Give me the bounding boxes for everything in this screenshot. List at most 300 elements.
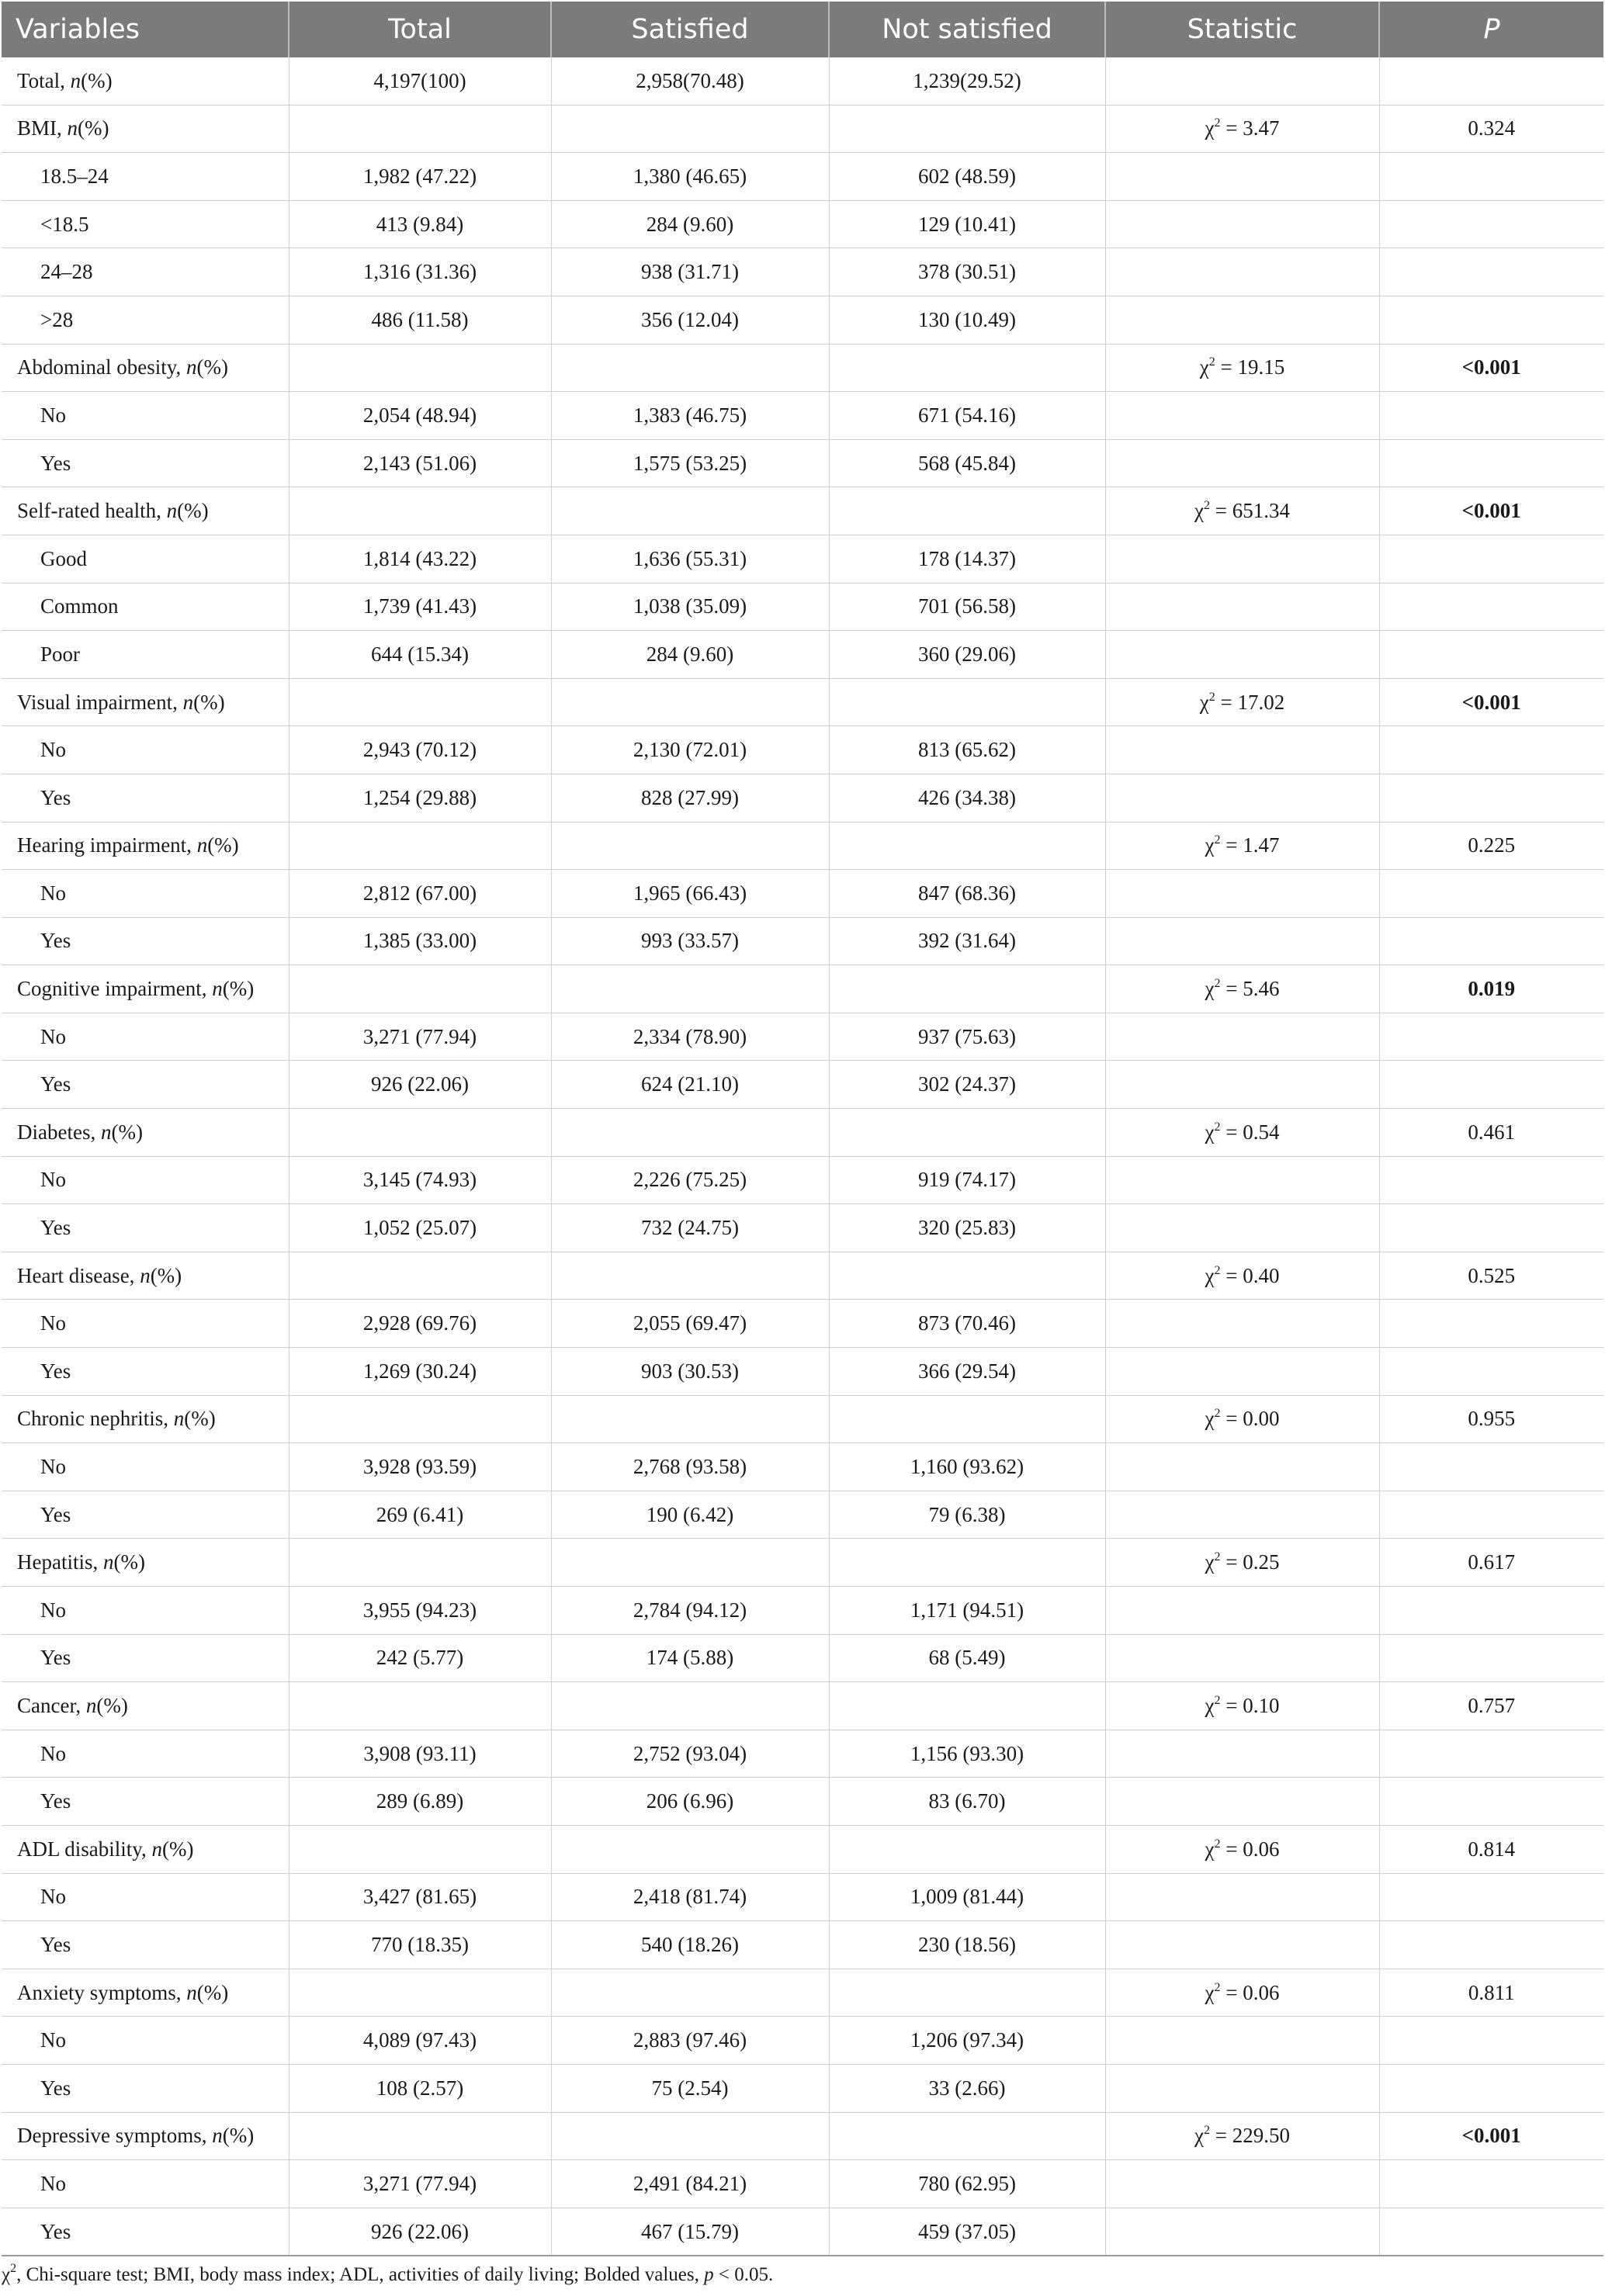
statistic-cell xyxy=(1105,1587,1379,1635)
n-symbol: n xyxy=(85,1693,97,1717)
n-symbol: n xyxy=(182,690,194,714)
subgroup-row xyxy=(2,200,1603,248)
p-value-cell: 0.019 xyxy=(1379,965,1603,1013)
variable-label: Yes xyxy=(40,2076,71,2100)
p-value-cell xyxy=(1379,631,1603,679)
header-p: P xyxy=(1379,2,1603,57)
variable-cell xyxy=(2,1778,289,1826)
not-satisfied-cell xyxy=(829,1252,1105,1300)
variable-cell xyxy=(2,1825,289,1873)
header-row xyxy=(2,2,1603,57)
category-row xyxy=(2,105,1603,153)
variable-cell xyxy=(2,2208,289,2256)
p-value-cell: 0.955 xyxy=(1379,1395,1603,1443)
not-satisfied-cell: 392 (31.64) xyxy=(829,917,1105,965)
statistic-cell: $\chi^2 = 0.25$ xyxy=(1105,1539,1379,1587)
statistic-cell xyxy=(1105,1634,1379,1682)
variable-cell xyxy=(2,1300,289,1348)
statistic-cell xyxy=(1105,439,1379,487)
not-satisfied-cell: 230 (18.56) xyxy=(829,1921,1105,1969)
total-cell xyxy=(289,1539,551,1587)
total-cell: 4,089 (97.43) xyxy=(289,2017,551,2065)
variable-cell xyxy=(2,631,289,679)
n-symbol: n xyxy=(196,833,208,857)
satisfied-cell: 1,636 (55.31) xyxy=(551,535,829,583)
total-cell: 2,812 (67.00) xyxy=(289,870,551,918)
statistic-cell: $\chi^2 = 3.47$ xyxy=(1105,105,1379,153)
total-cell: 3,955 (94.23) xyxy=(289,1587,551,1635)
total-cell xyxy=(289,1682,551,1730)
total-cell: 1,814 (43.22) xyxy=(289,535,551,583)
variable-cell xyxy=(2,1921,289,1969)
variable-label: Total, xyxy=(17,68,71,92)
p-value-cell xyxy=(1379,2064,1603,2112)
category-row xyxy=(2,57,1603,105)
satisfied-cell: 540 (18.26) xyxy=(551,1921,829,1969)
statistic-cell xyxy=(1105,57,1379,105)
satisfied-cell: 190 (6.42) xyxy=(551,1491,829,1539)
subgroup-row xyxy=(2,1443,1603,1491)
subgroup-row xyxy=(2,439,1603,487)
category-row xyxy=(2,822,1603,870)
statistic-cell: $\chi^2 = 0.10$ xyxy=(1105,1682,1379,1730)
satisfied-cell xyxy=(551,678,829,726)
p-value-cell xyxy=(1379,583,1603,631)
p-value-cell: <0.001 xyxy=(1379,344,1603,392)
variable-cell xyxy=(2,392,289,440)
variable-cell xyxy=(2,1634,289,1682)
p-value-cell xyxy=(1379,870,1603,918)
not-satisfied-cell: 671 (54.16) xyxy=(829,392,1105,440)
p-value-cell: <0.001 xyxy=(1379,678,1603,726)
subgroup-row xyxy=(2,1061,1603,1109)
table-container xyxy=(2,2,1603,2256)
variable-label: Abdominal obesity, xyxy=(17,355,186,379)
header-statistic: Statistic xyxy=(1105,2,1379,57)
variable-label: Yes xyxy=(40,1502,71,1526)
table-header xyxy=(2,2,1603,57)
subgroup-row xyxy=(2,917,1603,965)
variable-cell xyxy=(2,344,289,392)
statistic-cell xyxy=(1105,1443,1379,1491)
header-total: Total xyxy=(289,2,551,57)
total-cell xyxy=(289,965,551,1013)
not-satisfied-cell: 68 (5.49) xyxy=(829,1634,1105,1682)
variable-label: No xyxy=(40,1455,66,1479)
p-value-cell xyxy=(1379,1587,1603,1635)
not-satisfied-cell: 426 (34.38) xyxy=(829,774,1105,822)
variable-cell xyxy=(2,153,289,201)
statistic-cell xyxy=(1105,2208,1379,2256)
statistic-cell xyxy=(1105,153,1379,201)
n-symbol: n xyxy=(102,1550,114,1574)
satisfied-cell xyxy=(551,2112,829,2160)
p-value-cell xyxy=(1379,1491,1603,1539)
satisfied-cell xyxy=(551,1109,829,1157)
satisfied-cell: 938 (31.71) xyxy=(551,248,829,296)
satisfied-cell xyxy=(551,1682,829,1730)
variable-cell xyxy=(2,1443,289,1491)
variable-cell xyxy=(2,726,289,774)
header-not-satisfied: Not satisfied xyxy=(829,2,1105,57)
n-symbol: n xyxy=(173,1407,185,1431)
category-row xyxy=(2,1682,1603,1730)
p-value-cell xyxy=(1379,1204,1603,1252)
satisfied-cell: 2,334 (78.90) xyxy=(551,1013,829,1061)
category-row xyxy=(2,678,1603,726)
category-row xyxy=(2,1252,1603,1300)
satisfied-cell: 2,226 (75.25) xyxy=(551,1156,829,1204)
not-satisfied-cell: 79 (6.38) xyxy=(829,1491,1105,1539)
not-satisfied-cell: 83 (6.70) xyxy=(829,1778,1105,1826)
variable-label: Heart disease, xyxy=(17,1263,140,1287)
total-cell xyxy=(289,487,551,535)
n-symbol: n xyxy=(70,68,81,92)
statistic-cell xyxy=(1105,1061,1379,1109)
variable-label: No xyxy=(40,881,66,905)
not-satisfied-cell: 813 (65.62) xyxy=(829,726,1105,774)
satisfied-cell: 284 (9.60) xyxy=(551,200,829,248)
data-table xyxy=(2,2,1603,2256)
not-satisfied-cell xyxy=(829,1682,1105,1730)
p-value-cell: 0.324 xyxy=(1379,105,1603,153)
statistic-cell xyxy=(1105,2064,1379,2112)
variable-label: Common xyxy=(40,594,119,618)
not-satisfied-cell xyxy=(829,1109,1105,1157)
satisfied-cell: 2,883 (97.46) xyxy=(551,2017,829,2065)
satisfied-cell: 1,038 (35.09) xyxy=(551,583,829,631)
variable-cell xyxy=(2,1539,289,1587)
p-value-cell xyxy=(1379,248,1603,296)
total-cell xyxy=(289,1825,551,1873)
variable-cell xyxy=(2,822,289,870)
statistic-cell xyxy=(1105,1730,1379,1778)
n-symbol: n xyxy=(185,355,197,379)
subgroup-row xyxy=(2,1348,1603,1396)
p-value-cell xyxy=(1379,296,1603,344)
p-value-cell: 0.617 xyxy=(1379,1539,1603,1587)
p-value-cell: <0.001 xyxy=(1379,2112,1603,2160)
variable-label: Diabetes, xyxy=(17,1120,101,1144)
category-row xyxy=(2,344,1603,392)
satisfied-cell: 206 (6.96) xyxy=(551,1778,829,1826)
total-cell: 413 (9.84) xyxy=(289,200,551,248)
statistic-cell xyxy=(1105,1300,1379,1348)
header-variables: Variables xyxy=(2,2,289,57)
subgroup-row xyxy=(2,153,1603,201)
total-cell: 1,316 (31.36) xyxy=(289,248,551,296)
variable-label: No xyxy=(40,1311,66,1335)
variable-cell xyxy=(2,1491,289,1539)
variable-cell xyxy=(2,248,289,296)
not-satisfied-cell: 178 (14.37) xyxy=(829,535,1105,583)
not-satisfied-cell: 1,171 (94.51) xyxy=(829,1587,1105,1635)
variable-cell xyxy=(2,583,289,631)
variable-cell xyxy=(2,870,289,918)
not-satisfied-cell: 320 (25.83) xyxy=(829,1204,1105,1252)
p-value-cell xyxy=(1379,1778,1603,1826)
variable-cell xyxy=(2,1587,289,1635)
variable-label: Yes xyxy=(40,1072,71,1096)
statistic-cell: $\chi^2 = 229.50$ xyxy=(1105,2112,1379,2160)
statistic-cell xyxy=(1105,1013,1379,1061)
total-cell: 3,928 (93.59) xyxy=(289,1443,551,1491)
total-cell: 2,928 (69.76) xyxy=(289,1300,551,1348)
total-cell: 926 (22.06) xyxy=(289,1061,551,1109)
category-row xyxy=(2,965,1603,1013)
not-satisfied-cell xyxy=(829,965,1105,1013)
subgroup-row xyxy=(2,726,1603,774)
statistic-cell xyxy=(1105,2160,1379,2208)
p-value-cell xyxy=(1379,1061,1603,1109)
p-value-cell xyxy=(1379,200,1603,248)
variable-label: No xyxy=(40,1598,66,1622)
not-satisfied-cell: 130 (10.49) xyxy=(829,296,1105,344)
not-satisfied-cell: 302 (24.37) xyxy=(829,1061,1105,1109)
satisfied-cell xyxy=(551,487,829,535)
satisfied-cell xyxy=(551,1395,829,1443)
satisfied-cell: 828 (27.99) xyxy=(551,774,829,822)
p-value-cell xyxy=(1379,774,1603,822)
statistic-cell: $\chi^2 = 0.54$ xyxy=(1105,1109,1379,1157)
not-satisfied-cell xyxy=(829,1395,1105,1443)
total-cell xyxy=(289,2112,551,2160)
variable-label: No xyxy=(40,1741,66,1765)
subgroup-row xyxy=(2,2064,1603,2112)
n-symbol: n xyxy=(140,1263,151,1287)
subgroup-row xyxy=(2,1730,1603,1778)
total-cell: 108 (2.57) xyxy=(289,2064,551,2112)
satisfied-cell: 2,784 (94.12) xyxy=(551,1587,829,1635)
percent-suffix: (%) xyxy=(184,1407,216,1431)
satisfied-cell xyxy=(551,1539,829,1587)
satisfied-cell xyxy=(551,1969,829,2017)
variable-cell xyxy=(2,439,289,487)
statistic-cell: $\chi^2 = 0.06$ xyxy=(1105,1825,1379,1873)
category-row xyxy=(2,1969,1603,2017)
variable-label: Yes xyxy=(40,2219,71,2243)
variable-cell xyxy=(2,1730,289,1778)
n-symbol: n xyxy=(100,1120,112,1144)
p-value-cell: 0.757 xyxy=(1379,1682,1603,1730)
total-cell xyxy=(289,1252,551,1300)
subgroup-row xyxy=(2,1778,1603,1826)
not-satisfied-cell: 459 (37.05) xyxy=(829,2208,1105,2256)
table-footnote: $\chi^2$, Chi-square test; BMI, body mass index; ADL, activities of daily living; Bolded values, p < 0.05. xyxy=(2,2262,774,2285)
satisfied-cell: 2,491 (84.21) xyxy=(551,2160,829,2208)
satisfied-cell: 1,965 (66.43) xyxy=(551,870,829,918)
statistic-cell xyxy=(1105,248,1379,296)
statistic-cell xyxy=(1105,535,1379,583)
satisfied-cell: 732 (24.75) xyxy=(551,1204,829,1252)
not-satisfied-cell xyxy=(829,105,1105,153)
variable-label: ADL disability, xyxy=(17,1837,152,1861)
not-satisfied-cell: 1,239(29.52) xyxy=(829,57,1105,105)
subgroup-row xyxy=(2,1587,1603,1635)
n-symbol: n xyxy=(186,1980,197,2004)
satisfied-cell: 2,055 (69.47) xyxy=(551,1300,829,1348)
statistic-cell xyxy=(1105,631,1379,679)
total-cell: 2,054 (48.94) xyxy=(289,392,551,440)
satisfied-cell: 903 (30.53) xyxy=(551,1348,829,1396)
not-satisfied-cell: 701 (56.58) xyxy=(829,583,1105,631)
subgroup-row xyxy=(2,1204,1603,1252)
statistic-cell xyxy=(1105,1491,1379,1539)
category-row xyxy=(2,1395,1603,1443)
satisfied-cell: 624 (21.10) xyxy=(551,1061,829,1109)
satisfied-cell: 1,380 (46.65) xyxy=(551,153,829,201)
statistic-cell xyxy=(1105,774,1379,822)
variable-label: No xyxy=(40,738,66,762)
variable-cell xyxy=(2,1013,289,1061)
not-satisfied-cell xyxy=(829,1825,1105,1873)
total-cell: 242 (5.77) xyxy=(289,1634,551,1682)
statistic-cell xyxy=(1105,583,1379,631)
variable-cell xyxy=(2,2112,289,2160)
variable-cell xyxy=(2,774,289,822)
variable-label: No xyxy=(40,1885,66,1909)
variable-cell xyxy=(2,1156,289,1204)
satisfied-cell: 1,383 (46.75) xyxy=(551,392,829,440)
variable-label: BMI, xyxy=(17,116,68,140)
total-cell: 3,145 (74.93) xyxy=(289,1156,551,1204)
satisfied-cell: 467 (15.79) xyxy=(551,2208,829,2256)
variable-label: Cognitive impairment, xyxy=(17,977,213,1001)
variable-label: Yes xyxy=(40,929,71,953)
p-value-cell xyxy=(1379,1348,1603,1396)
variable-label: No xyxy=(40,403,66,427)
variable-label: Yes xyxy=(40,1932,71,1956)
variable-cell xyxy=(2,678,289,726)
not-satisfied-cell: 873 (70.46) xyxy=(829,1300,1105,1348)
p-value-cell xyxy=(1379,2208,1603,2256)
p-value-cell: 0.525 xyxy=(1379,1252,1603,1300)
subgroup-row xyxy=(2,1013,1603,1061)
statistic-cell xyxy=(1105,200,1379,248)
percent-suffix: (%) xyxy=(150,1263,182,1287)
satisfied-cell: 2,130 (72.01) xyxy=(551,726,829,774)
n-symbol: n xyxy=(151,1837,162,1861)
variable-cell xyxy=(2,2017,289,2065)
variable-label: Depressive symptoms, xyxy=(17,2124,213,2148)
percent-suffix: (%) xyxy=(207,833,239,857)
variable-label: No xyxy=(40,2171,66,2195)
statistic-cell: $\chi^2 = 0.06$ xyxy=(1105,1969,1379,2017)
subgroup-row xyxy=(2,1491,1603,1539)
n-symbol: n xyxy=(212,2124,223,2148)
variable-label: Anxiety symptoms, xyxy=(17,1980,187,2004)
statistic-cell xyxy=(1105,2017,1379,2065)
variable-label: Hearing impairment, xyxy=(17,833,197,857)
variable-label: 24–28 xyxy=(40,260,93,284)
statistic-cell xyxy=(1105,726,1379,774)
total-cell: 289 (6.89) xyxy=(289,1778,551,1826)
subgroup-row xyxy=(2,392,1603,440)
percent-suffix: (%) xyxy=(161,1837,194,1861)
satisfied-cell xyxy=(551,105,829,153)
statistic-cell: $\chi^2 = 17.02$ xyxy=(1105,678,1379,726)
p-value-cell xyxy=(1379,1730,1603,1778)
variable-cell xyxy=(2,296,289,344)
p-value-cell xyxy=(1379,2160,1603,2208)
subgroup-row xyxy=(2,1156,1603,1204)
satisfied-cell: 75 (2.54) xyxy=(551,2064,829,2112)
not-satisfied-cell: 1,156 (93.30) xyxy=(829,1730,1105,1778)
header-satisfied: Satisfied xyxy=(551,2,829,57)
variable-cell xyxy=(2,487,289,535)
p-value-cell xyxy=(1379,1156,1603,1204)
p-value-cell xyxy=(1379,1013,1603,1061)
variable-label: Poor xyxy=(40,642,81,666)
subgroup-row xyxy=(2,583,1603,631)
total-cell: 3,908 (93.11) xyxy=(289,1730,551,1778)
variable-label: Yes xyxy=(40,1359,71,1383)
not-satisfied-cell: 568 (45.84) xyxy=(829,439,1105,487)
variable-label: No xyxy=(40,1024,66,1048)
statistic-cell xyxy=(1105,1778,1379,1826)
not-satisfied-cell: 919 (74.17) xyxy=(829,1156,1105,1204)
total-cell: 1,269 (30.24) xyxy=(289,1348,551,1396)
variable-label: No xyxy=(40,2028,66,2052)
p-value-cell xyxy=(1379,439,1603,487)
total-cell: 1,254 (29.88) xyxy=(289,774,551,822)
total-cell: 2,143 (51.06) xyxy=(289,439,551,487)
statistic-cell: $\chi^2 = 5.46$ xyxy=(1105,965,1379,1013)
not-satisfied-cell: 1,009 (81.44) xyxy=(829,1873,1105,1921)
subgroup-row xyxy=(2,870,1603,918)
n-symbol: n xyxy=(166,499,178,523)
table-body xyxy=(2,57,1603,2256)
variable-cell xyxy=(2,1252,289,1300)
satisfied-cell: 284 (9.60) xyxy=(551,631,829,679)
not-satisfied-cell xyxy=(829,1969,1105,2017)
variable-label: Chronic nephritis, xyxy=(17,1407,174,1431)
percent-suffix: (%) xyxy=(196,355,228,379)
p-value-cell: 0.811 xyxy=(1379,1969,1603,2017)
not-satisfied-cell xyxy=(829,344,1105,392)
total-cell xyxy=(289,344,551,392)
satisfied-cell: 2,958(70.48) xyxy=(551,57,829,105)
total-cell: 1,052 (25.07) xyxy=(289,1204,551,1252)
not-satisfied-cell xyxy=(829,1539,1105,1587)
p-value-cell xyxy=(1379,535,1603,583)
not-satisfied-cell xyxy=(829,822,1105,870)
not-satisfied-cell: 33 (2.66) xyxy=(829,2064,1105,2112)
not-satisfied-cell xyxy=(829,678,1105,726)
subgroup-row xyxy=(2,248,1603,296)
variable-cell xyxy=(2,1204,289,1252)
not-satisfied-cell: 129 (10.41) xyxy=(829,200,1105,248)
subgroup-row xyxy=(2,296,1603,344)
not-satisfied-cell: 780 (62.95) xyxy=(829,2160,1105,2208)
not-satisfied-cell: 602 (48.59) xyxy=(829,153,1105,201)
variable-cell xyxy=(2,105,289,153)
subgroup-row xyxy=(2,1921,1603,1969)
p-value-cell xyxy=(1379,57,1603,105)
p-value-cell xyxy=(1379,2017,1603,2065)
variable-label: Cancer, xyxy=(17,1693,86,1717)
variable-cell xyxy=(2,1682,289,1730)
statistic-cell: $\chi^2 = 0.40$ xyxy=(1105,1252,1379,1300)
total-cell xyxy=(289,1109,551,1157)
variable-cell xyxy=(2,2160,289,2208)
satisfied-cell: 356 (12.04) xyxy=(551,296,829,344)
p-value-cell xyxy=(1379,1634,1603,1682)
category-row xyxy=(2,1539,1603,1587)
variable-label: Visual impairment, xyxy=(17,690,183,714)
variable-cell xyxy=(2,1109,289,1157)
satisfied-cell xyxy=(551,344,829,392)
